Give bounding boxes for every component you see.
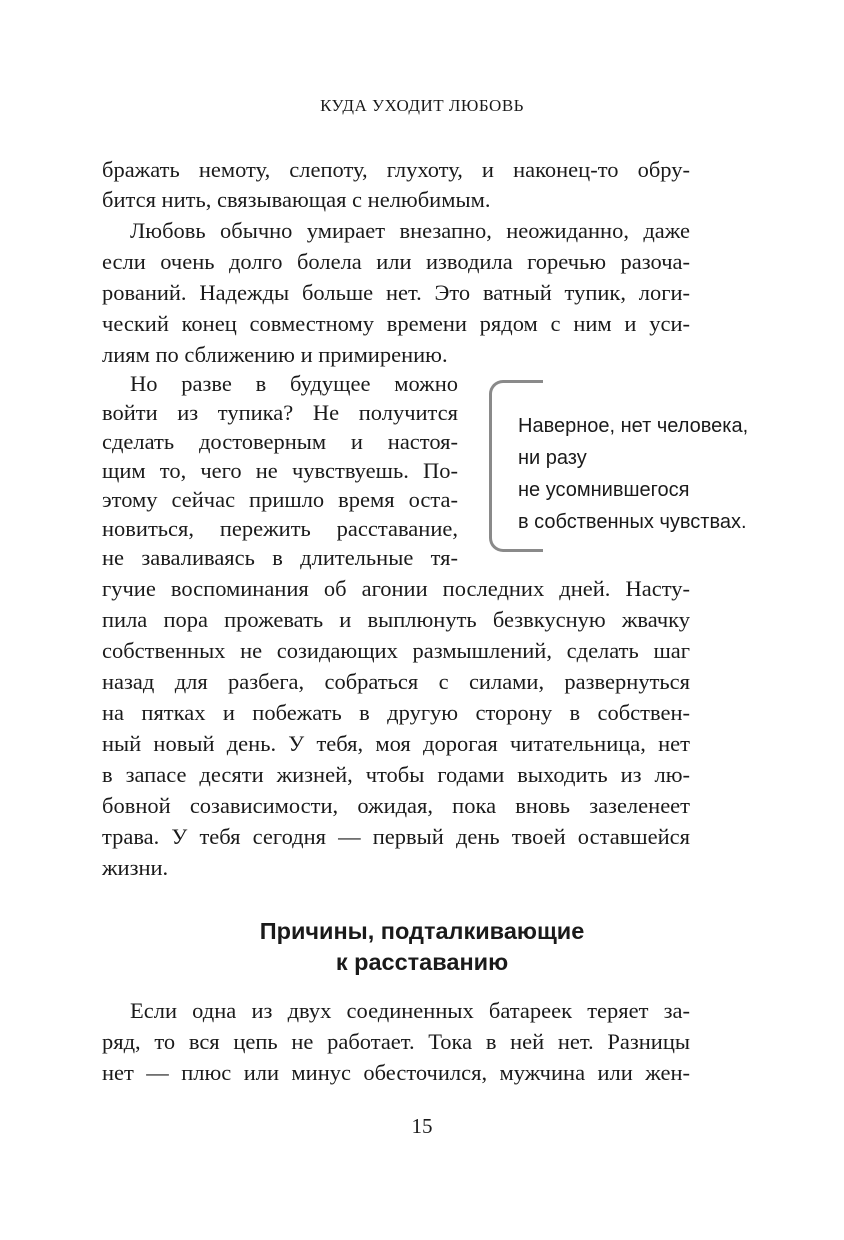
text-line: войти из тупика? Не получится [102, 400, 458, 425]
text-line: ряд, то вся цепь не работает. Тока в ней нет. Разницы [102, 1029, 690, 1054]
text-line: если очень долго болела или изводила горечью разоча- [102, 249, 690, 274]
text-line: лиям по сближению и примирению. [102, 342, 448, 367]
page-number: 15 [411, 1114, 433, 1138]
text-line: ный новый день. У тебя, моя дорогая читательница, нет [102, 731, 690, 756]
text-line: Если одна из двух соединенных батареек теряет за- [130, 998, 690, 1023]
text-line: нет — плюс или минус обесточился, мужчина или жен- [102, 1060, 690, 1085]
text-line: бится нить, связывающая с нелюбимым. [102, 187, 491, 212]
text-line: жизни. [102, 855, 169, 880]
section-heading [0, 916, 844, 978]
pullquote [518, 410, 818, 538]
text-line: трава. У тебя сегодня — первый день твоей оставшейся [102, 824, 690, 849]
text-line: сделать достоверным и настоя- [102, 429, 458, 454]
text-line: Но разве в будущее можно [130, 371, 458, 396]
text-line: не заваливаясь в длительные тя- [102, 545, 458, 570]
running-head: КУДА УХОДИТ ЛЮБОВЬ [320, 96, 524, 115]
text-line: щим то, чего не чувствуешь. По- [102, 458, 458, 483]
text-line: рований. Надежды больше нет. Это ватный тупик, логи- [102, 280, 690, 305]
section-heading-line: Причины, подталкивающие [259, 918, 585, 944]
text-line: назад для разбега, собраться с силами, развернуться [102, 669, 690, 694]
text-line: бовной созависимости, ожидая, пока вновь зазеленеет [102, 793, 690, 818]
text-line: Любовь обычно умирает внезапно, неожиданно, даже [130, 218, 690, 243]
pullquote-line: ни разу [518, 447, 587, 469]
pullquote-line: Наверное, нет человека, [518, 415, 749, 437]
text-line: гучие воспоминания об агонии последних дней. Насту- [102, 576, 690, 601]
section-heading-line: к расставанию [335, 949, 509, 975]
text-line: новиться, пережить расставание, [102, 516, 458, 541]
text-line: собственных не созидающих размышлений, сделать шаг [102, 638, 690, 663]
text-line: бражать немоту, слепоту, глухоту, и наконец-то обру- [102, 157, 690, 182]
text-line: на пятках и побежать в другую сторону в собствен- [102, 700, 690, 725]
pullquote-line: в собственных чувствах. [518, 511, 747, 533]
text-line: пила пора прожевать и выплюнуть безвкусную жвачку [102, 607, 690, 632]
text-line: в запасе десяти жизней, чтобы годами выходить из лю- [102, 762, 690, 787]
pullquote-line: не усомнившегося [518, 479, 690, 501]
text-line: этому сейчас пришло время оста- [102, 487, 458, 512]
text-line: ческий конец совместному времени рядом с ним и уси- [102, 311, 690, 336]
